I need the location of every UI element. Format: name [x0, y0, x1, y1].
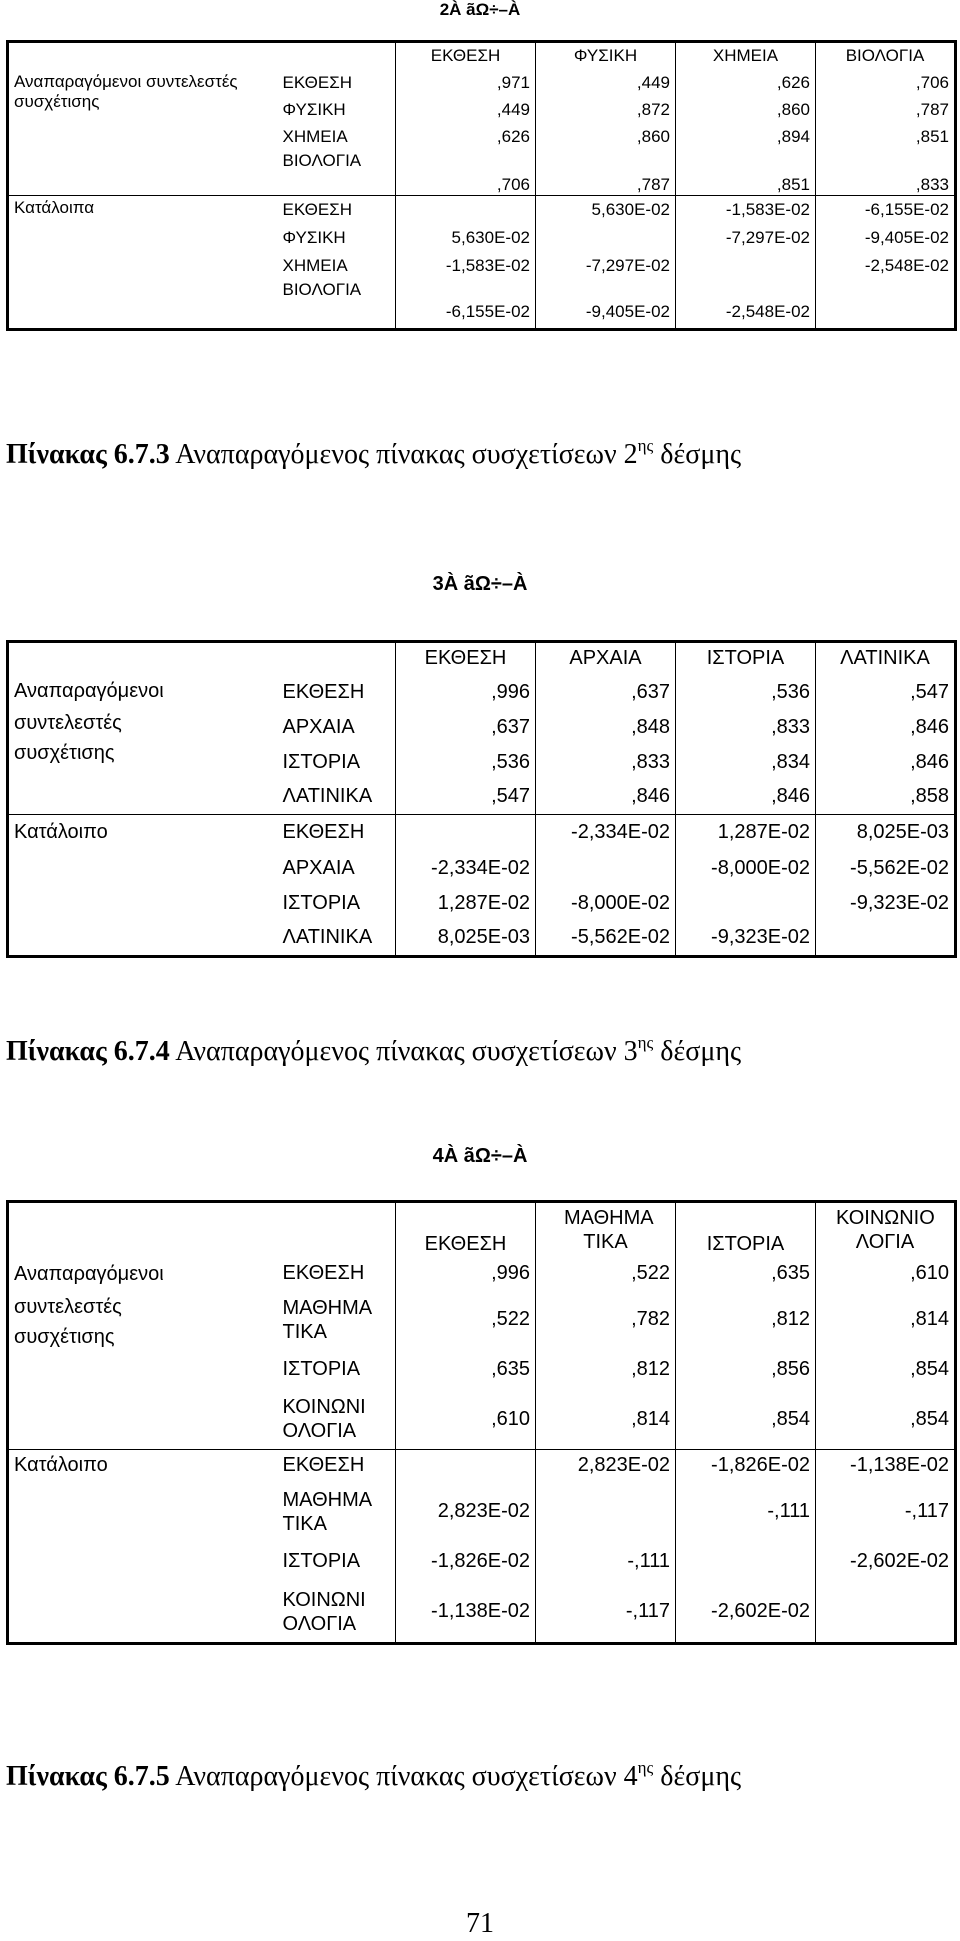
cell: ,706 [396, 151, 536, 196]
row-label: ΜΑΘΗΜΑ ΤΙΚΑ [278, 1482, 396, 1542]
cell: ,812 [676, 1290, 816, 1350]
row-label: ΜΑΘΗΜΑ ΤΙΚΑ [278, 1290, 396, 1350]
cell: -1,583E-02 [676, 196, 816, 224]
caption-label: Πίνακας 6.7.4 [6, 1036, 170, 1067]
cell: ,858 [816, 780, 956, 815]
caption-sup: ης [637, 436, 654, 455]
caption-6-7-4 [6, 1033, 741, 1068]
repro-label: Αναπαραγόμενοι συντελεστές συσχέτισης [14, 71, 238, 111]
reproduced-correlations-table-1 [6, 40, 957, 331]
repro-label-line: συντελεστές [14, 711, 122, 734]
cell: ,846 [816, 745, 956, 780]
cell: 8,025E-03 [396, 921, 536, 957]
col-header: ΕΚΘΕΣΗ [396, 1202, 536, 1258]
col-header: ΕΚΘΕΣΗ [396, 42, 536, 70]
cell: ,610 [816, 1258, 956, 1290]
cell: ,854 [816, 1390, 956, 1450]
table3-title: 4À ãΩ÷–À [432, 1145, 528, 1167]
cell [396, 196, 536, 224]
cell: -1,826E-02 [676, 1450, 816, 1482]
cell: ,848 [536, 710, 676, 745]
col-header: ΦΥΣΙΚΗ [536, 42, 676, 70]
cell: ,782 [536, 1290, 676, 1350]
cell: ,814 [816, 1290, 956, 1350]
row-label: ΚΟΙΝΩΝΙ ΟΛΟΓΙΑ [278, 1582, 396, 1644]
caption-sup: ης [637, 1033, 654, 1052]
cell: ,833 [676, 710, 816, 745]
cell: 2,823E-02 [396, 1482, 536, 1542]
cell: -2,334E-02 [536, 815, 676, 851]
col-header: ΙΣΤΟΡΙΑ [676, 1202, 816, 1258]
col-header: ΚΟΙΝΩΝΙΟ ΛΟΓΙΑ [816, 1202, 956, 1258]
cell: ,854 [816, 1350, 956, 1390]
cell: ,610 [396, 1390, 536, 1450]
cell: -1,138E-02 [816, 1450, 956, 1482]
cell: ,449 [536, 70, 676, 97]
cell: -8,000E-02 [676, 851, 816, 886]
cell: 1,287E-02 [676, 815, 816, 851]
cell: -9,405E-02 [816, 224, 956, 252]
cell: -1,583E-02 [396, 252, 536, 280]
cell [676, 1542, 816, 1582]
cell: ,851 [676, 151, 816, 196]
cell: ,856 [676, 1350, 816, 1390]
cell: 2,823E-02 [536, 1450, 676, 1482]
cell: -,117 [536, 1582, 676, 1644]
table1-title: 2À ãΩ÷–À [439, 0, 521, 19]
row-label: ΕΚΘΕΣΗ [278, 675, 396, 710]
repro-label-line: Αναπαραγόμενοι [14, 1262, 164, 1285]
cell: ,637 [536, 675, 676, 710]
col-header: ΛΑΤΙΝΙΚΑ [816, 642, 956, 675]
cell: -7,297E-02 [536, 252, 676, 280]
cell: ,626 [676, 70, 816, 97]
cell [816, 280, 956, 330]
repro-label-line: συσχέτισης [14, 741, 115, 764]
cell: -,117 [816, 1482, 956, 1542]
repro-label [8, 675, 278, 815]
cell [396, 1450, 536, 1482]
cell: ,971 [396, 70, 536, 97]
cell: -,111 [676, 1482, 816, 1542]
row-label: ΒΙΟΛΟΓΙΑ [278, 151, 396, 196]
cell: ,536 [676, 675, 816, 710]
row-label: ΛΑΤΙΝΙΚΑ [278, 780, 396, 815]
col-header: ΕΚΘΕΣΗ [396, 642, 536, 675]
cell [396, 815, 536, 851]
caption-text: Αναπαραγόμενος πίνακας συσχετίσεων 4 [175, 1761, 638, 1792]
row-label: ΑΡΧΑΙΑ [278, 710, 396, 745]
row-label: ΙΣΤΟΡΙΑ [278, 745, 396, 780]
cell: ,894 [676, 124, 816, 151]
cell: ,846 [536, 780, 676, 815]
caption-sup: ης [637, 1758, 654, 1777]
col-header: ΧΗΜΕΙΑ [676, 42, 816, 70]
col-header: ΙΣΤΟΡΙΑ [676, 642, 816, 675]
cell: -8,000E-02 [536, 886, 676, 921]
caption-6-7-3 [6, 436, 741, 471]
cell: ,787 [816, 97, 956, 124]
cell: ,860 [536, 124, 676, 151]
cell: ,706 [816, 70, 956, 97]
cell: ,449 [396, 97, 536, 124]
cell: -5,562E-02 [816, 851, 956, 886]
cell: -1,138E-02 [396, 1582, 536, 1644]
page-number: 71 [466, 1908, 494, 1939]
cell [676, 252, 816, 280]
row-label: ΕΚΘΕΣΗ [278, 1450, 396, 1482]
cell: ,996 [396, 675, 536, 710]
col-header: ΑΡΧΑΙΑ [536, 642, 676, 675]
reproduced-correlations-table-3 [6, 1200, 957, 1645]
cell: ,872 [536, 97, 676, 124]
cell: ,547 [816, 675, 956, 710]
cell: -7,297E-02 [676, 224, 816, 252]
cell: ,522 [396, 1290, 536, 1350]
cell [536, 224, 676, 252]
row-label: ΛΑΤΙΝΙΚΑ [278, 921, 396, 957]
cell: -6,155E-02 [816, 196, 956, 224]
row-label: ΕΚΘΕΣΗ [278, 196, 396, 224]
cell: -6,155E-02 [396, 280, 536, 330]
cell: ,846 [816, 710, 956, 745]
cell: ,547 [396, 780, 536, 815]
cell: ,635 [396, 1350, 536, 1390]
cell: ,637 [396, 710, 536, 745]
cell [816, 1582, 956, 1644]
cell: ,833 [536, 745, 676, 780]
cell [536, 1482, 676, 1542]
cell: -2,548E-02 [816, 252, 956, 280]
caption-label: Πίνακας 6.7.3 [6, 439, 170, 470]
row-label: ΕΚΘΕΣΗ [278, 1258, 396, 1290]
cell: 1,287E-02 [396, 886, 536, 921]
cell: ,846 [676, 780, 816, 815]
caption-text: Αναπαραγόμενος πίνακας συσχετίσεων 2 [175, 439, 638, 470]
row-label: ΑΡΧΑΙΑ [278, 851, 396, 886]
cell: 5,630E-02 [536, 196, 676, 224]
reproduced-correlations-table-2 [6, 640, 957, 958]
caption-6-7-5 [6, 1758, 741, 1793]
col-header: ΜΑΘΗΜΑ ΤΙΚΑ [536, 1202, 676, 1258]
residual-label: Κατάλοιπο [8, 815, 278, 851]
row-label: ΚΟΙΝΩΝΙ ΟΛΟΓΙΑ [278, 1390, 396, 1450]
cell [536, 851, 676, 886]
col-header: ΒΙΟΛΟΓΙΑ [816, 42, 956, 70]
caption-tail: δέσμης [660, 439, 742, 470]
cell: ,996 [396, 1258, 536, 1290]
cell: ,854 [676, 1390, 816, 1450]
row-label: ΙΣΤΟΡΙΑ [278, 886, 396, 921]
caption-label: Πίνακας 6.7.5 [6, 1761, 170, 1792]
cell: -9,323E-02 [816, 886, 956, 921]
cell: -2,548E-02 [676, 280, 816, 330]
cell: -2,602E-02 [676, 1582, 816, 1644]
cell: 5,630E-02 [396, 224, 536, 252]
row-label: ΙΣΤΟΡΙΑ [278, 1350, 396, 1390]
caption-text: Αναπαραγόμενος πίνακας συσχετίσεων 3 [175, 1036, 638, 1067]
row-label: ΧΗΜΕΙΑ [278, 124, 396, 151]
cell: -9,405E-02 [536, 280, 676, 330]
cell: ,833 [816, 151, 956, 196]
cell: ,626 [396, 124, 536, 151]
row-label: ΙΣΤΟΡΙΑ [278, 1542, 396, 1582]
residual-label: Κατάλοιπο [8, 1450, 278, 1482]
cell: ,812 [536, 1350, 676, 1390]
repro-label-line: Αναπαραγόμενοι [14, 679, 164, 702]
cell: -1,826E-02 [396, 1542, 536, 1582]
cell: ,635 [676, 1258, 816, 1290]
cell [816, 921, 956, 957]
row-label: ΕΚΘΕΣΗ [278, 70, 396, 97]
cell: -,111 [536, 1542, 676, 1582]
cell: 8,025E-03 [816, 815, 956, 851]
cell: ,851 [816, 124, 956, 151]
cell: -9,323E-02 [676, 921, 816, 957]
cell [676, 886, 816, 921]
residual-label: Κατάλοιπα [8, 196, 278, 224]
row-label: ΕΚΘΕΣΗ [278, 815, 396, 851]
cell: -2,334E-02 [396, 851, 536, 886]
row-label: ΧΗΜΕΙΑ [278, 252, 396, 280]
caption-tail: δέσμης [660, 1761, 742, 1792]
table2-title: 3À ãΩ÷–À [432, 573, 528, 595]
row-label: ΦΥΣΙΚΗ [278, 224, 396, 252]
cell: ,522 [536, 1258, 676, 1290]
cell: -5,562E-02 [536, 921, 676, 957]
repro-label-line: συντελεστές [14, 1295, 122, 1318]
cell: -2,602E-02 [816, 1542, 956, 1582]
cell: ,787 [536, 151, 676, 196]
cell: ,536 [396, 745, 536, 780]
repro-label-line: συσχέτισης [14, 1325, 115, 1348]
cell: ,814 [536, 1390, 676, 1450]
caption-tail: δέσμης [660, 1036, 742, 1067]
row-label: ΦΥΣΙΚΗ [278, 97, 396, 124]
repro-label [8, 1258, 278, 1450]
cell: ,834 [676, 745, 816, 780]
row-label: ΒΙΟΛΟΓΙΑ [278, 280, 396, 330]
cell: ,860 [676, 97, 816, 124]
